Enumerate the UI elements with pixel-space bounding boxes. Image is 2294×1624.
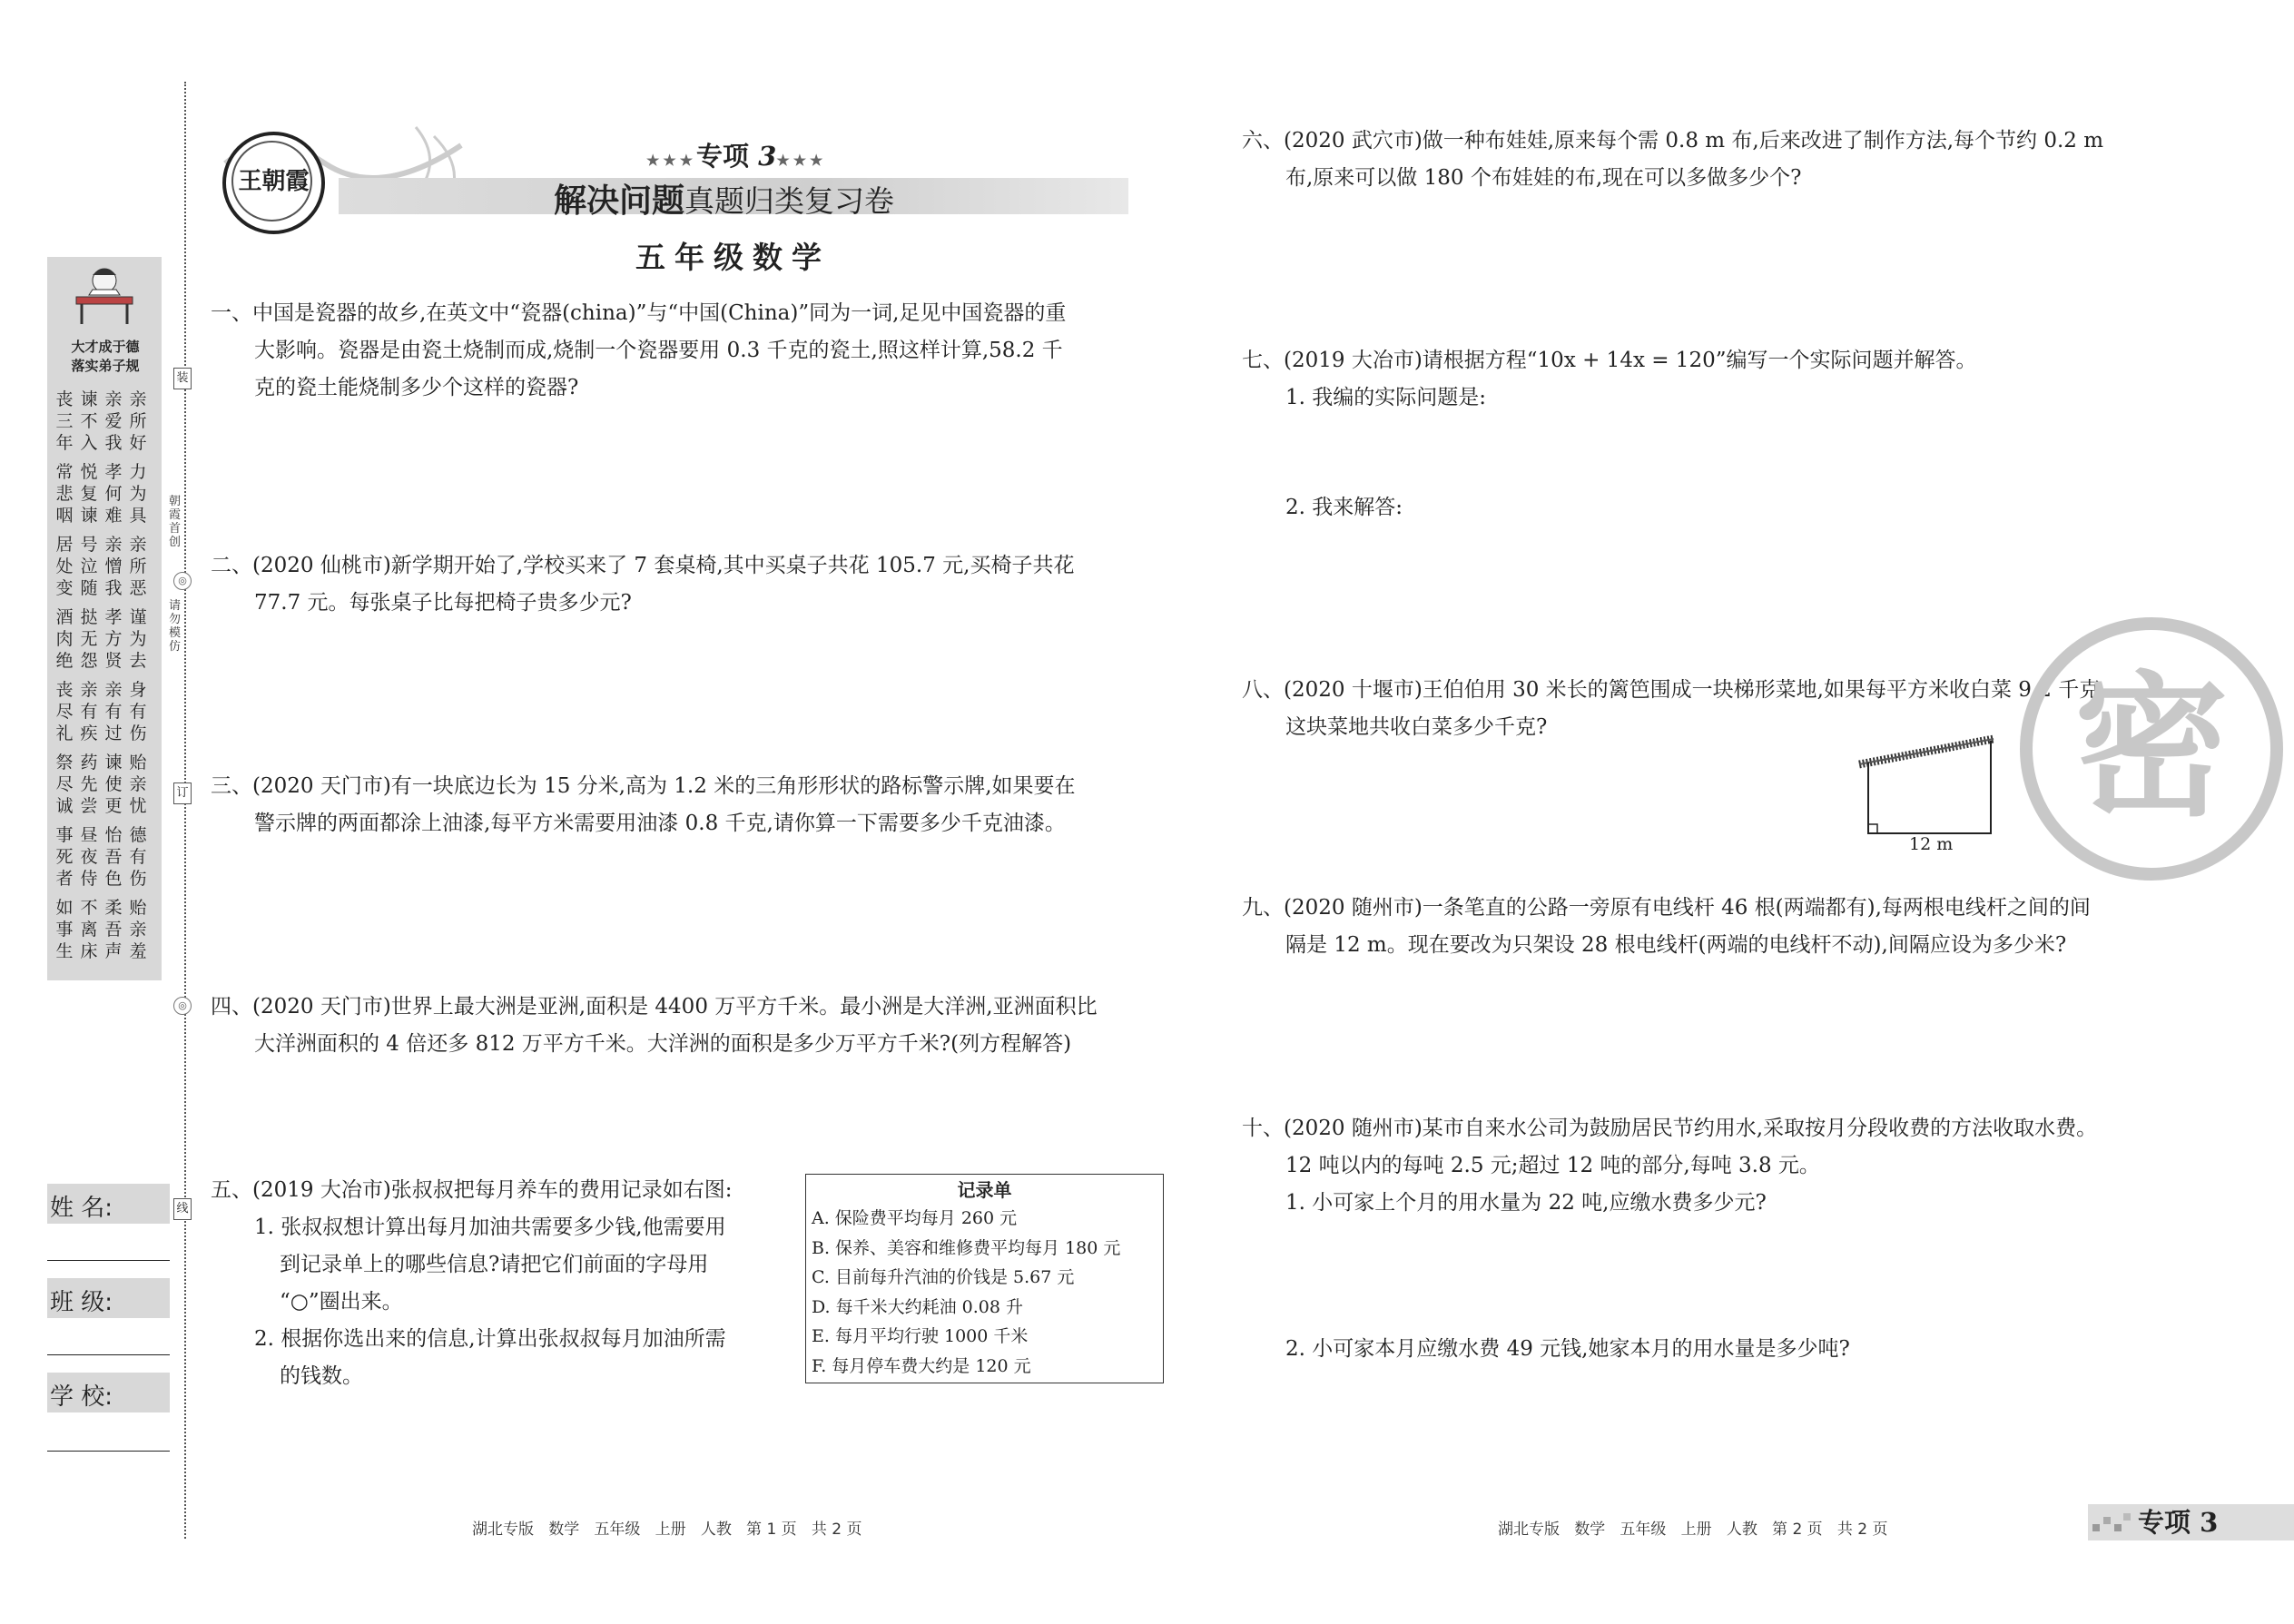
grade-subject: 五年级数学 [635, 240, 831, 275]
motto-column: 贻亲忧 [129, 753, 147, 816]
question-7: 七、(2019 大冶市)请根据方程“10x + 14x = 120”编写一个实际问题并解答。 1. 我编的实际问题是: [1242, 349, 1977, 409]
motto-column: 常悲咽 [55, 462, 74, 526]
motto-column: 挞无怨 [80, 607, 98, 671]
pixel-pattern-icon [2092, 1510, 2132, 1537]
diagram-label: 12 m [1909, 834, 1954, 854]
series-label: ★★★专项 3★★★ [646, 141, 827, 172]
motto-column: 居处变 [55, 535, 74, 598]
motto-column: 谏不入 [80, 389, 98, 453]
motto-column: 谨为去 [129, 607, 147, 671]
motto-column: 如事生 [55, 898, 74, 961]
motto-column: 亲所恶 [129, 535, 147, 598]
name-field[interactable] [47, 1260, 170, 1261]
question-10-part-2: 2. 小可家本月应缴水费 49 元钱,她家本月的用水量是多少吨? [1285, 1337, 1850, 1361]
motto-column: 亲爱我 [104, 389, 123, 453]
star-icon: ★★★ [646, 152, 697, 169]
question-3: 三、(2020 天门市)有一块底边长为 15 分米,高为 1.2 米的三角形形状的路标警示牌,如果要在 警示牌的两面都涂上油漆,每平方米需要用油漆 0.8 千克,请你算一下需要多少千克油漆。 [211, 774, 1076, 835]
motto-column: 丧三年 [55, 389, 74, 453]
motto-column: 亲憎我 [104, 535, 123, 598]
motto-column: 亲有疾 [80, 680, 98, 743]
footer-right: 湖北专版 数学 五年级 上册 人教 第 2 页 共 2 页 [1498, 1521, 1888, 1539]
motto-column: 贻亲羞 [129, 898, 147, 961]
motto-column: 祭尽诚 [55, 753, 74, 816]
motto-column: 德有伤 [129, 825, 147, 889]
question-2: 二、(2020 仙桃市)新学期开始了,学校买来了 7 套桌椅,其中买桌子共花 105.7 元,买椅子共花 77.7 元。每张桌子比每把椅子贵多少元? [211, 554, 1075, 615]
no-copy-note: 请勿模仿 [168, 599, 181, 654]
class-label: 班 级: [50, 1289, 113, 1316]
bind-mark-zhuang: 装 [173, 368, 192, 389]
motto-column: 丧尽礼 [55, 680, 74, 743]
record-item: B. 保养、美容和维修费平均每月 180 元 [812, 1237, 1121, 1258]
motto-column: 孝方贤 [104, 607, 123, 671]
star-icon: ★★★ [776, 152, 827, 169]
motto-column: 孝何难 [104, 462, 123, 526]
motto-column: 力为具 [129, 462, 147, 526]
school-field[interactable] [47, 1451, 170, 1452]
footer-left: 湖北专版 数学 五年级 上册 人教 第 1 页 共 2 页 [472, 1521, 862, 1539]
motto-column: 柔吾声 [104, 898, 123, 961]
record-item: E. 每月平均行驶 1000 千米 [812, 1326, 1029, 1346]
record-item: C. 目前每升汽油的价钱是 5.67 元 [812, 1267, 1075, 1287]
question-9: 九、(2020 随州市)一条笔直的公路一旁原有电线杆 46 根(两端都有),每两根电线杆之间的间 隔是 12 m。现在要改为只架设 28 根电线杆(两端的电线杆不动),间隔应设为多少米? [1242, 896, 2091, 957]
class-field[interactable] [47, 1354, 170, 1355]
question-6: 六、(2020 武穴市)做一种布娃娃,原来每个需 0.8 m 布,后来改进了制作方法,每个节约 0.2 m 布,原来可以做 180 个布娃娃的布,现在可以多做多少个? [1242, 129, 2104, 190]
motto-column: 事死者 [55, 825, 74, 889]
motto-column: 亲所好 [129, 389, 147, 453]
punch-hole-icon: ◎ [173, 997, 192, 1015]
page-title: 解决问题真题归类复习卷 [554, 182, 895, 220]
question-5: 五、(2019 大冶市)张叔叔把每月养车的费用记录如右图: 1. 张叔叔想计算出每月加油共需要多少钱,他需要用 到记录单上的哪些信息?请把它们前面的字母用 “○”圈出来。 2. 根据你选出来的信息,计算出张叔叔每月加油所需 的钱数。 [211, 1178, 733, 1388]
secret-seal-watermark: 密 [2020, 617, 2283, 881]
motto-column: 不离床 [80, 898, 98, 961]
motto-column: 昼夜侍 [80, 825, 98, 889]
motto-title: 大才成于德 落实弟子规 [71, 339, 140, 374]
record-item: D. 每千米大约耗油 0.08 升 [812, 1296, 1024, 1317]
motto-column: 谏使更 [104, 753, 123, 816]
record-item: F. 每月停车费大约是 120 元 [812, 1355, 1031, 1376]
motto-column: 药先尝 [80, 753, 98, 816]
motto-column: 亲有过 [104, 680, 123, 743]
punch-hole-icon: ◎ [173, 572, 192, 590]
bind-mark-xian: 线 [173, 1198, 192, 1220]
motto-column: 悦复谏 [80, 462, 98, 526]
boy-reading-illustration [67, 262, 142, 328]
cut-line [184, 82, 186, 1539]
question-10: 十、(2020 随州市)某市自来水公司为鼓励居民节约用水,采取按月分段收费的方法收取水费。 12 吨以内的每吨 2.5 元;超过 12 吨的部分,每吨 3.8 元。 1. 小可家上个月的用水量为 22 吨,应缴水费多少元? [1242, 1117, 2098, 1215]
name-label: 姓 名: [50, 1195, 113, 1222]
record-title: 记录单 [957, 1179, 1012, 1201]
brand-logo: 王朝霞 [222, 132, 325, 234]
question-8: 八、(2020 十堰市)王伯伯用 30 米长的篱笆围成一块梯形菜地,如果每平方米收白菜 9.2 千克, 这块菜地共收白菜多少千克? [1242, 678, 2107, 739]
motto-column: 酒肉绝 [55, 607, 74, 671]
record-sheet [805, 1174, 1164, 1383]
copyright-note: 朝霞首创 [168, 495, 181, 549]
question-1: 一、中国是瓷器的故乡,在英文中“瓷器(china)”与“中国(China)”同为一词,足见中国瓷器的重 大影响。瓷器是由瓷土烧制而成,烧制一个瓷器要用 0.3 千克的瓷土,照这样计算,58.2 千 克的瓷土能烧制多少个这样的瓷器? [211, 301, 1067, 399]
record-item: A. 保险费平均每月 260 元 [812, 1208, 1018, 1228]
question-4: 四、(2020 天门市)世界上最大洲是亚洲,面积是 4400 万平方千米。最小洲是大洋洲,亚洲面积比 大洋洲面积的 4 倍还多 812 万平方千米。大洋洲的面积是多少万平方千米?(列方程解答) [211, 995, 1098, 1056]
bind-mark-ding: 订 [173, 782, 192, 804]
school-label: 学 校: [50, 1383, 113, 1411]
motto-column: 怡吾色 [104, 825, 123, 889]
motto-column: 身有伤 [129, 680, 147, 743]
series-tab-label: 专项 3 [2138, 1507, 2219, 1538]
question-7-part-2: 2. 我来解答: [1285, 496, 1403, 519]
trapezoid-garden-diagram [1850, 733, 2004, 842]
motto-column: 号泣随 [80, 535, 98, 598]
